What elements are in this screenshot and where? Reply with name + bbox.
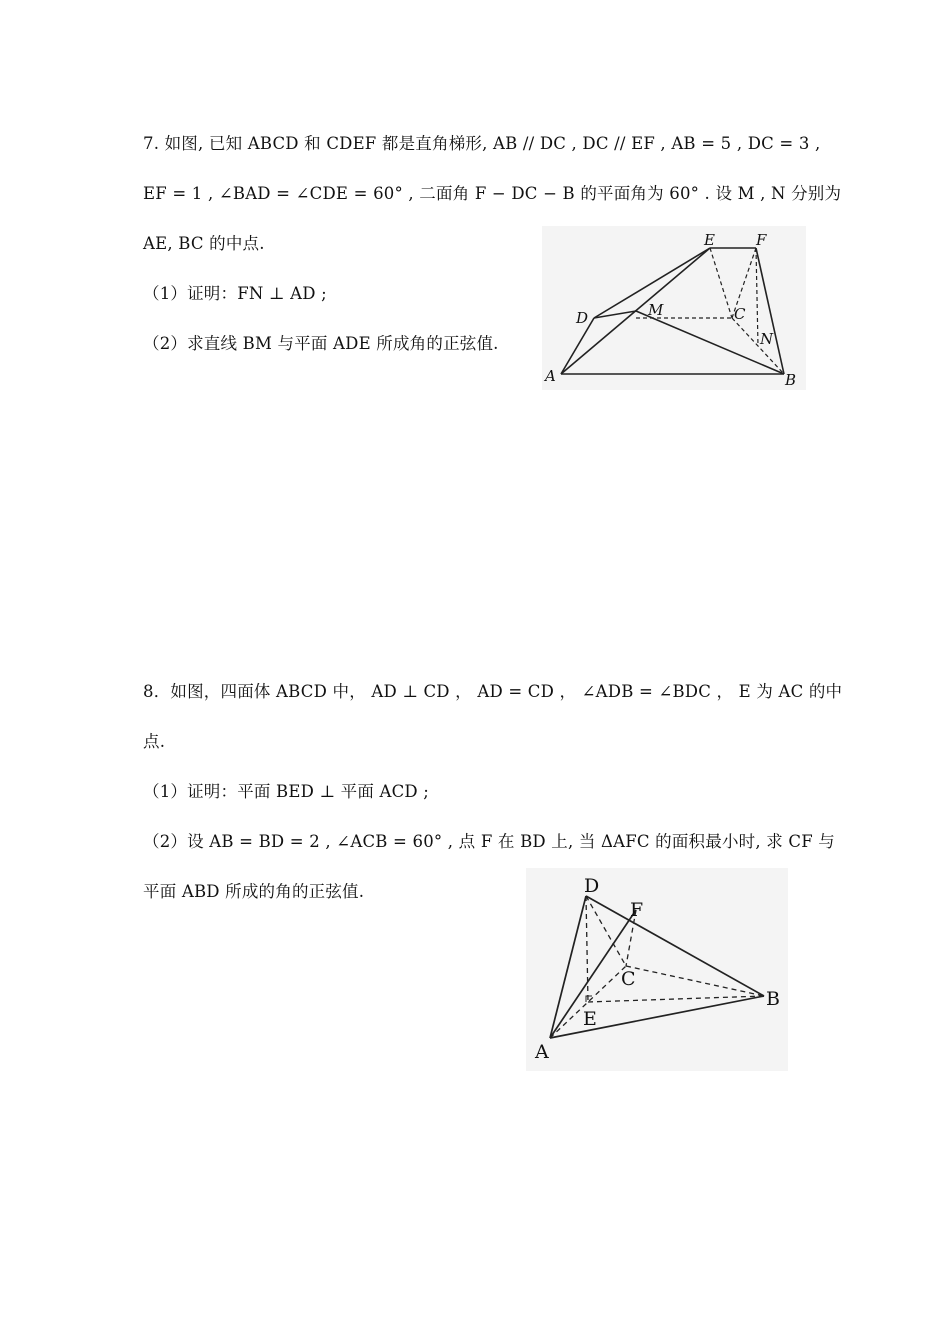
label-N: N	[760, 330, 774, 348]
label-B: B	[785, 371, 797, 389]
problem7-statement-line2: EF = 1 , ∠BAD = ∠CDE = 60° , 二面角 F − DC − B 的平面角为 60° . 设 M , N 分别为	[143, 184, 842, 203]
problem8-part2-line1: （2）设 AB = BD = 2 , ∠ACB = 60° , 点 F 在 BD 上, 当 ΔAFC 的面积最小时, 求 CF 与	[143, 832, 836, 851]
label-A: A	[535, 1041, 549, 1063]
problem8-statement-line1: 8．如图，四面体 ABCD 中， AD ⊥ CD ， AD = CD ， ∠ADB = ∠BDC ， E 为 AC 的中	[143, 682, 843, 701]
problem8-diagram	[526, 868, 788, 1071]
label-F: F	[756, 231, 767, 249]
label-A: A	[545, 367, 556, 385]
problem8-statement-line2: 点.	[143, 732, 166, 751]
problem7-part1: （1）证明：FN ⊥ AD ;	[143, 284, 327, 303]
segment-DE-dashed	[586, 896, 588, 1002]
problem8-part2-line2: 平面 ABD 所成的角的正弦值.	[143, 882, 365, 901]
edge-DA	[550, 896, 586, 1038]
edge-EC-dashed	[710, 248, 732, 318]
label-M: M	[648, 301, 664, 319]
label-E: E	[704, 231, 715, 249]
label-D: D	[576, 309, 589, 327]
problem7-diagram	[542, 226, 806, 390]
label-F: F	[630, 899, 644, 921]
label-D: D	[584, 875, 600, 897]
problem7-part2: （2）求直线 BM 与平面 ADE 所成角的正弦值.	[143, 334, 499, 353]
edge-FB	[756, 248, 784, 374]
problem8-part1: （1）证明：平面 BED ⊥ 平面 ACD ;	[143, 782, 430, 801]
problem7-statement-line3: AE, BC 的中点.	[143, 234, 265, 253]
label-E: E	[583, 1008, 597, 1030]
problem8-figure	[526, 868, 788, 1071]
problem7-figure	[542, 226, 806, 390]
segment-FN-dashed	[756, 248, 758, 346]
label-C: C	[621, 968, 636, 990]
edge-CB-dashed	[626, 966, 764, 996]
label-C: C	[734, 305, 746, 323]
label-B: B	[766, 988, 780, 1010]
problem7-statement-line1: 7. 如图, 已知 ABCD 和 CDEF 都是直角梯形, AB // DC , DC // EF , AB = 5 , DC = 3 ,	[143, 134, 821, 153]
